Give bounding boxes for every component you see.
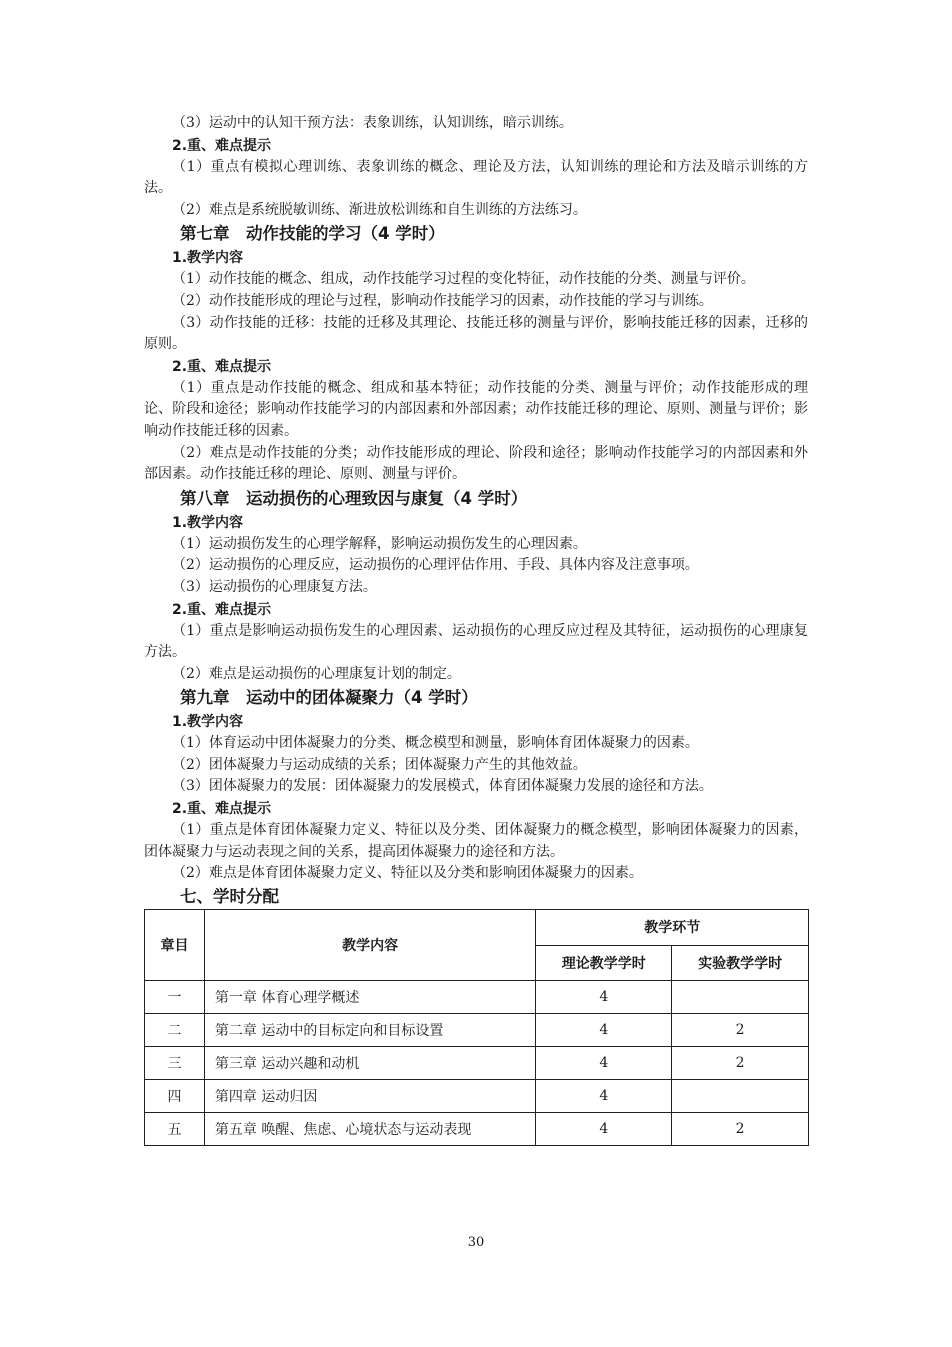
table-row	[145, 980, 809, 1013]
table-row	[145, 1112, 809, 1145]
cell-chapter: 一	[145, 980, 205, 1013]
paragraph: （2）难点是体育团体凝聚力定义、特征以及分类和影响团体凝聚力的因素。	[172, 865, 643, 882]
cell-theory-hours: 4	[536, 1013, 672, 1046]
cell-theory-hours: 4	[536, 980, 672, 1013]
paragraph: （1）重点是体育团体凝聚力定义、特征以及分类、团体凝聚力的概念模型，影响团体凝聚力的因素，团体凝聚力与运动表现之间的关系，提高团体凝聚力的途径和方法。	[144, 822, 808, 860]
paragraph: （3）运动损伤的心理康复方法。	[172, 578, 377, 595]
paragraph: （3）动作技能的迁移：技能的迁移及其理论、技能迁移的测量与评价，影响技能迁移的因素，迁移的原则。	[144, 314, 808, 353]
cell-theory-hours: 4	[536, 1046, 672, 1079]
header-lab-hours: 实验教学学时	[672, 945, 809, 980]
cell-content: 第五章 唤醒、焦虑、心境状态与运动表现	[204, 1112, 535, 1145]
cell-chapter: 三	[145, 1046, 205, 1079]
subheading: 2.重、难点提示	[172, 358, 272, 375]
paragraph: （2）动作技能形成的理论与过程，影响动作技能学习的因素，动作技能的学习与训练。	[172, 292, 713, 309]
table-row	[145, 1013, 809, 1046]
paragraph: （1）动作技能的概念、组成，动作技能学习过程的变化特征，动作技能的分类、测量与评价。	[172, 271, 755, 288]
subheading: 1.教学内容	[172, 714, 244, 731]
header-content: 教学内容	[204, 909, 535, 980]
chapter-heading: 第八章 运动损伤的心理致因与康复（4 学时）	[180, 488, 528, 508]
table-row	[145, 1046, 809, 1079]
header-teaching-link: 教学环节	[536, 909, 809, 945]
paragraph: （1）运动损伤发生的心理学解释，影响运动损伤发生的心理因素。	[172, 535, 587, 552]
paragraph: （2）难点是系统脱敏训练、渐进放松训练和自生训练的方法练习。	[172, 201, 587, 218]
credit-hours-table	[144, 909, 809, 1146]
paragraph: （1）体育运动中团体凝聚力的分类、概念模型和测量，影响体育团体凝聚力的因素。	[172, 735, 699, 752]
cell-lab-hours	[672, 980, 809, 1013]
cell-lab-hours: 2	[672, 1046, 809, 1079]
cell-chapter: 二	[145, 1013, 205, 1046]
cell-theory-hours: 4	[536, 1079, 672, 1112]
cell-content: 第二章 运动中的目标定向和目标设置	[204, 1013, 535, 1046]
paragraph: （2）难点是运动损伤的心理康复计划的制定。	[172, 665, 461, 682]
subheading: 2.重、难点提示	[172, 801, 272, 818]
page-number: 30	[467, 1235, 485, 1250]
subheading: 1.教学内容	[172, 250, 244, 267]
text-flow	[144, 113, 808, 909]
cell-content: 第一章 体育心理学概述	[204, 980, 535, 1013]
cell-content: 第四章 运动归因	[204, 1079, 535, 1112]
subheading: 2.重、难点提示	[172, 601, 272, 618]
paragraph: （2）难点是动作技能的分类；动作技能形成的理论、阶段和途径；影响动作技能学习的内部因素和外部因素。动作技能迁移的理论、原则、测量与评价。	[144, 444, 808, 483]
paragraph: （3）团体凝聚力的发展：团体凝聚力的发展模式，体育团体凝聚力发展的途径和方法。	[172, 778, 713, 795]
cell-lab-hours	[672, 1079, 809, 1112]
cell-chapter: 四	[145, 1079, 205, 1112]
header-theory-hours: 理论教学学时	[536, 945, 672, 980]
chapter-heading: 第七章 动作技能的学习（4 学时）	[180, 224, 445, 244]
cell-content: 第三章 运动兴趣和动机	[204, 1046, 535, 1079]
cell-chapter: 五	[145, 1112, 205, 1145]
document-body	[144, 113, 808, 1146]
table-row	[145, 1079, 809, 1112]
section-heading: 七、学时分配	[180, 886, 279, 906]
table-body	[145, 980, 809, 1145]
subheading: 2.重、难点提示	[172, 137, 272, 154]
cell-lab-hours: 2	[672, 1112, 809, 1145]
chapter-heading: 第九章 运动中的团体凝聚力（4 学时）	[180, 688, 478, 708]
header-chapter: 章目	[145, 909, 205, 980]
paragraph: （2）团体凝聚力与运动成绩的关系；团体凝聚力产生的其他效益。	[172, 756, 587, 773]
paragraph: （1）重点有模拟心理训练、表象训练的概念、理论及方法，认知训练的理论和方法及暗示训练的方法。	[144, 158, 808, 197]
paragraph: （1）重点是动作技能的概念、组成和基本特征；动作技能的分类、测量与评价；动作技能形成的理论、阶段和途径；影响动作技能学习的内部因素和外部因素；动作技能迁移的理论、原则、测量与评价；影响动作技能迁移的因素。	[144, 379, 808, 439]
paragraph: （3）运动中的认知干预方法：表象训练，认知训练，暗示训练。	[172, 115, 573, 131]
cell-lab-hours: 2	[672, 1013, 809, 1046]
subheading: 1.教学内容	[172, 514, 244, 531]
cell-theory-hours: 4	[536, 1112, 672, 1145]
paragraph: （1）重点是影响运动损伤发生的心理因素、运动损伤的心理反应过程及其特征，运动损伤的心理康复方法。	[144, 622, 808, 661]
paragraph: （2）运动损伤的心理反应，运动损伤的心理评估作用、手段、具体内容及注意事项。	[172, 557, 699, 574]
